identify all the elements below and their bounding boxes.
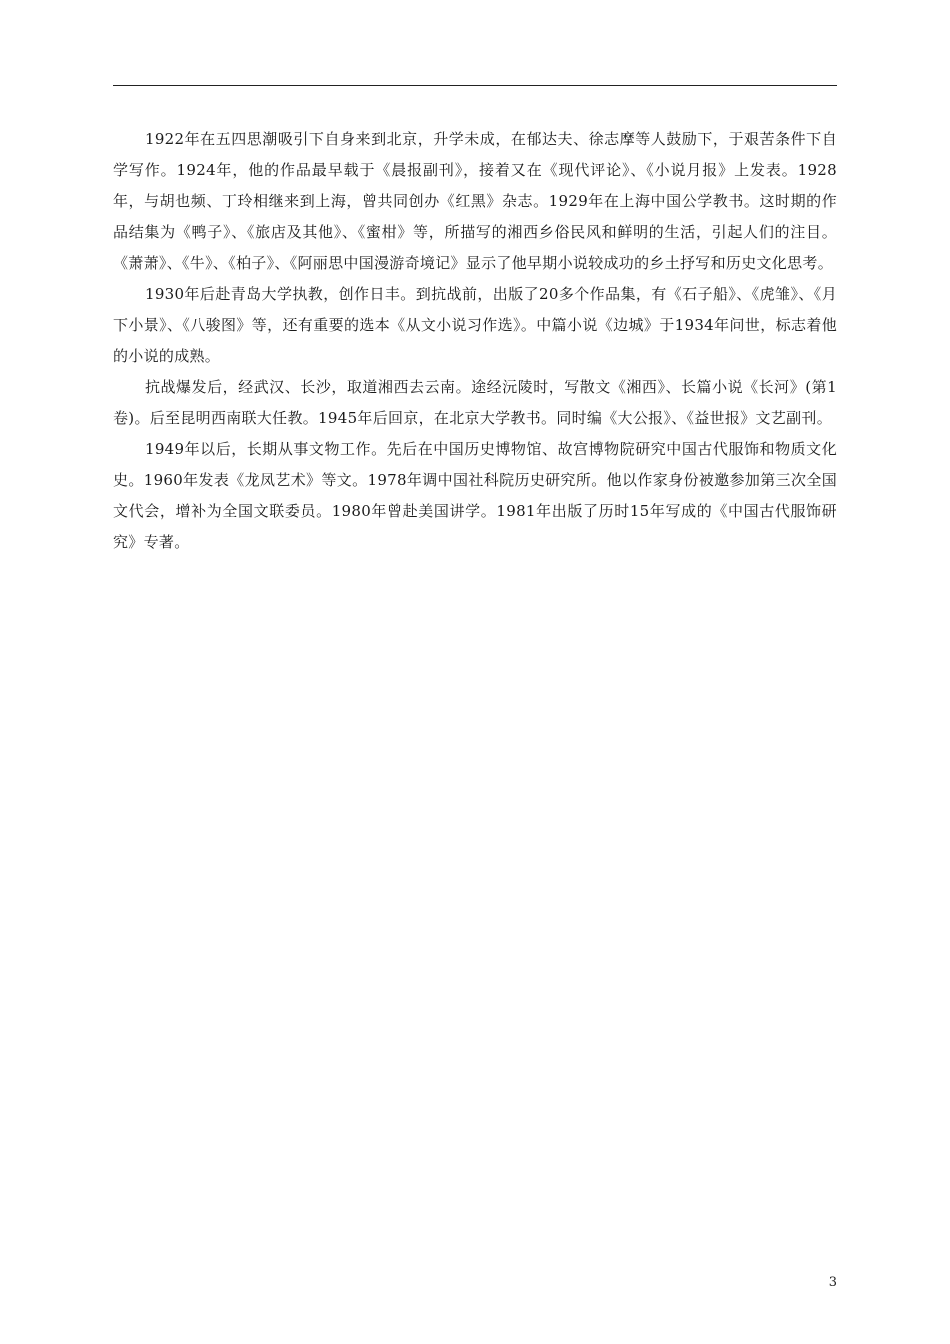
paragraph-4: 1949年以后，长期从事文物工作。先后在中国历史博物馆、故宫博物院研究中国古代服饰和物质文化史。1960年发表《龙凤艺术》等文。1978年调中国社科院历史研究所。他以作家身份被邀参加第三次全国文代会，增补为全国文联委员。1980年曾赴美国讲学。1981年出版了历时15年写成的《中国古代服饰研究》专著。 [113, 440, 837, 551]
header-rule [113, 85, 837, 86]
paragraph-1: 1922年在五四思潮吸引下自身来到北京，升学未成，在郁达夫、徐志摩等人鼓励下，于艰苦条件下自学写作。1924年，他的作品最早载于《晨报副刊》，接着又在《现代评论》、《小说月报》上发表。1928年，与胡也频、丁玲相继来到上海，曾共同创办《红黑》杂志。1929年在上海中国公学教书。这时期的作品结集为《鸭子》、《旅店及其他》、《蜜柑》等，所描写的湘西乡俗民风和鲜明的生活，引起人们的注目。《萧萧》、《牛》、《柏子》、《阿丽思中国漫游奇境记》显示了他早期小说较成功的乡土抒写和历史文化思考。 [113, 130, 837, 272]
page-number: 3 [828, 1275, 837, 1290]
paragraph-2: 1930年后赴青岛大学执教，创作日丰。到抗战前，出版了20多个作品集，有《石子船》、《虎雏》、《月下小景》、《八骏图》等，还有重要的选本《从文小说习作选》。中篇小说《边城》于1934年问世，标志着他的小说的成熟。 [113, 285, 837, 365]
document-body [113, 124, 837, 558]
paragraph-3: 抗战爆发后，经武汉、长沙，取道湘西去云南。途经沅陵时，写散文《湘西》、长篇小说《长河》(第1卷)。后至昆明西南联大任教。1945年后回京，在北京大学教书。同时编《大公报》、《益世报》文艺副刊。 [113, 378, 837, 427]
